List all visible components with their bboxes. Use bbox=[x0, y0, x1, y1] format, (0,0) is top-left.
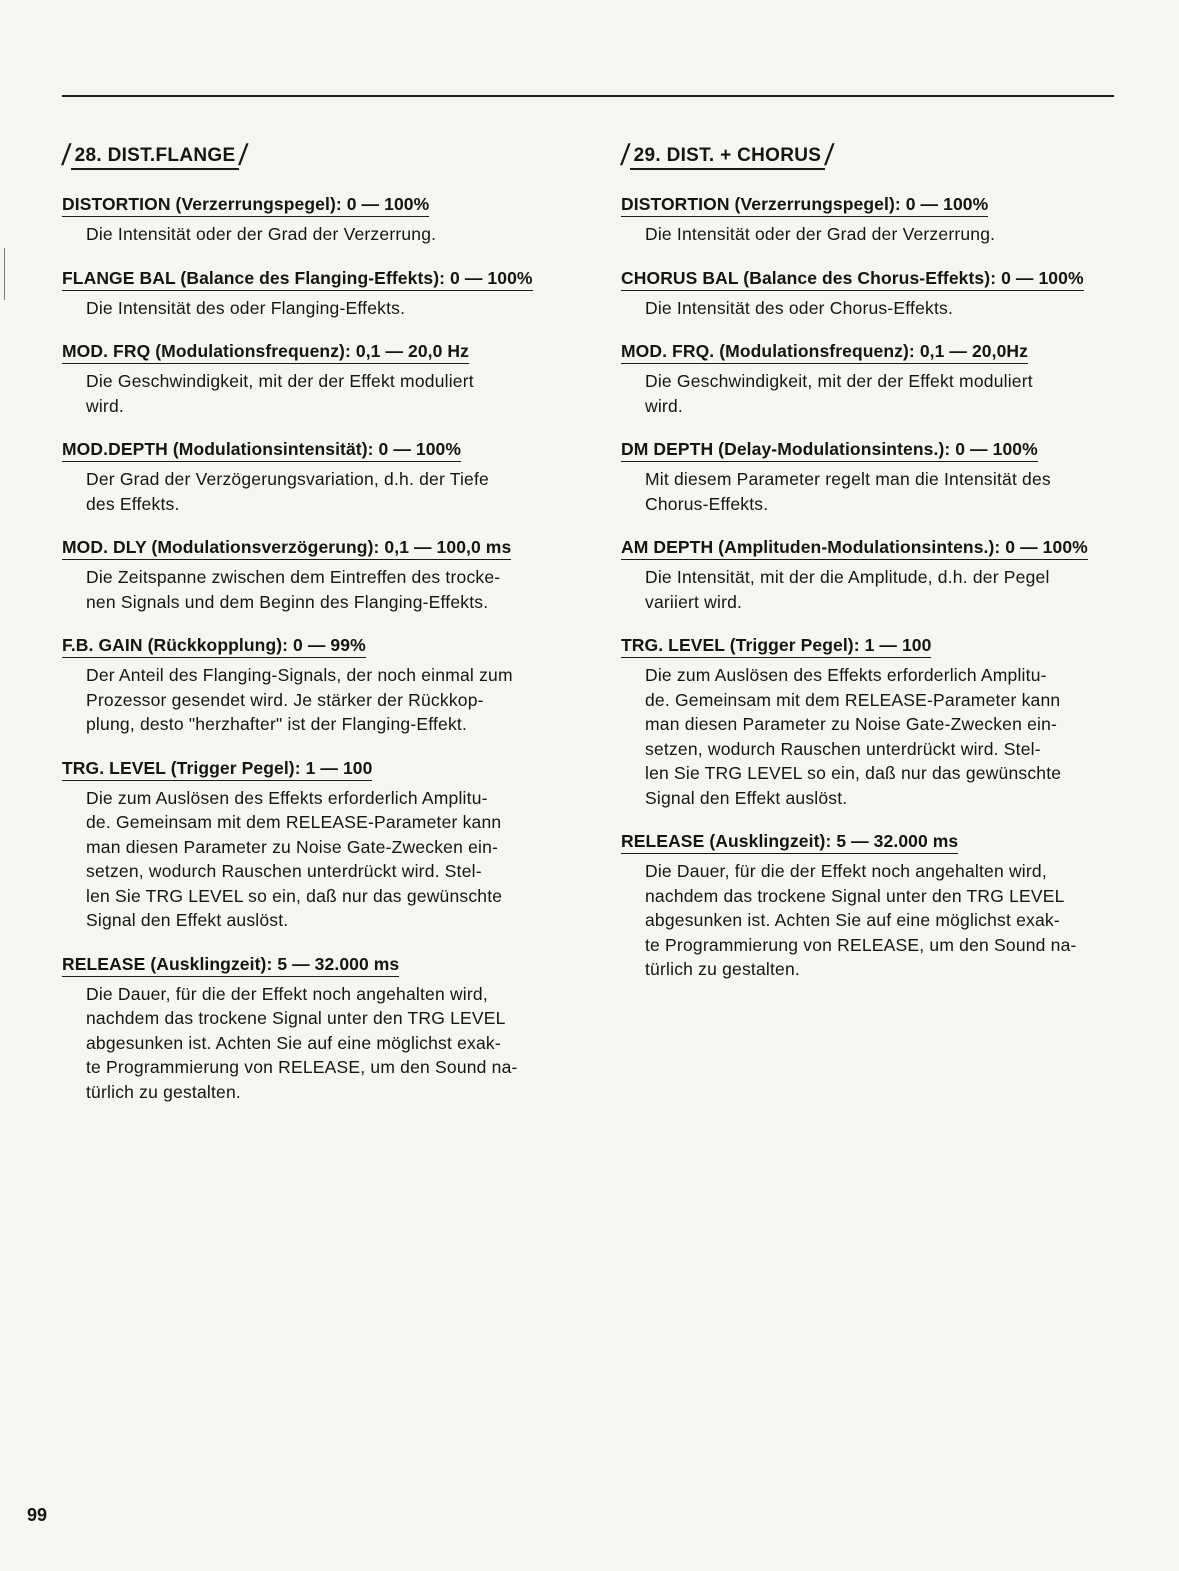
title-slash-right: / bbox=[237, 139, 250, 172]
title-slash-left: / bbox=[60, 139, 73, 172]
top-rule bbox=[62, 95, 1114, 97]
param-description: Die Intensität, mit der die Amplitude, d.h. der Pegel variiert wird. bbox=[645, 567, 1050, 612]
param-distortion bbox=[621, 194, 1113, 247]
title-slash-left: / bbox=[619, 139, 632, 172]
param-mod-frq bbox=[621, 341, 1113, 418]
param-name: FLANGE BAL (Balance des Flanging-Effekts): 0 — 100% bbox=[62, 268, 533, 291]
param-fb-gain bbox=[62, 635, 554, 737]
param-chorus-bal bbox=[621, 268, 1113, 321]
param-name: RELEASE (Ausklingzeit): 5 — 32.000 ms bbox=[621, 831, 958, 854]
param-flange-bal bbox=[62, 268, 554, 321]
param-description: Die zum Auslösen des Effekts erforderlich Amplitu- de. Gemeinsam mit dem RELEASE-Parameter kann man diesen Parameter zu Noise Gate-Zwecken ein- setzen, wodurch Rauschen unterdrückt wird. Stel- len Sie TRG LEVEL so ein, daß nur das gewünschte Signal den Effekt auslöst. bbox=[86, 787, 503, 930]
param-release bbox=[62, 954, 554, 1105]
param-name: DISTORTION (Verzerrungspegel): 0 — 100% bbox=[62, 194, 429, 217]
section-number: 29. bbox=[633, 145, 661, 166]
param-release bbox=[621, 831, 1113, 982]
param-name: AM DEPTH (Amplituden-Modulationsintens.): 0 — 100% bbox=[621, 537, 1088, 560]
section-title bbox=[62, 140, 248, 170]
param-description: Die Intensität oder der Grad der Verzerrung. bbox=[645, 224, 996, 244]
title-slash-right: / bbox=[823, 139, 836, 172]
param-name: RELEASE (Ausklingzeit): 5 — 32.000 ms bbox=[62, 954, 399, 977]
section-title bbox=[621, 140, 834, 170]
param-distortion bbox=[62, 194, 554, 247]
param-trg-level bbox=[62, 758, 554, 933]
param-description: Die Geschwindigkeit, mit der der Effekt moduliert wird. bbox=[86, 371, 474, 416]
section-dist-flange bbox=[62, 140, 554, 1125]
param-name: DM DEPTH (Delay-Modulationsintens.): 0 — 100% bbox=[621, 439, 1038, 462]
section-number: 28. bbox=[74, 145, 102, 166]
section-dist-chorus bbox=[621, 140, 1113, 1003]
section-name: DIST. + CHORUS bbox=[666, 145, 822, 166]
param-mod-dly bbox=[62, 537, 554, 614]
param-description: Die Intensität des oder Chorus-Effekts. bbox=[645, 297, 954, 318]
param-name: MOD. DLY (Modulationsverzögerung): 0,1 — 100,0 ms bbox=[62, 537, 511, 560]
page-number: 99 bbox=[27, 1505, 48, 1525]
param-dm-depth bbox=[621, 439, 1113, 516]
section-name: DIST.FLANGE bbox=[107, 145, 236, 166]
param-name: MOD. FRQ (Modulationsfrequenz): 0,1 — 20,0 Hz bbox=[62, 341, 469, 364]
param-mod-frq bbox=[62, 341, 554, 418]
section-title-box bbox=[71, 145, 240, 170]
param-description: Der Anteil des Flanging-Signals, der noch einmal zum Prozessor gesendet wird. Je stärker der Rückkop- plung, desto "herzhafter" ist der Flanging-Effekt. bbox=[86, 665, 513, 734]
param-name: TRG. LEVEL (Trigger Pegel): 1 — 100 bbox=[621, 635, 931, 658]
param-description: Die Dauer, für die der Effekt noch angehalten wird, nachdem das trockene Signal unter den TRG LEVEL abgesunken ist. Achten Sie auf eine möglichst exak- te Programmierung von RELEASE, um den Sound na- türlich zu gestalten. bbox=[645, 861, 1077, 979]
param-name: CHORUS BAL (Balance des Chorus-Effekts): 0 — 100% bbox=[621, 268, 1084, 291]
param-name: MOD.DEPTH (Modulationsintensität): 0 — 100% bbox=[62, 439, 461, 462]
param-trg-level bbox=[621, 635, 1113, 810]
param-description: Die Intensität des oder Flanging-Effekts. bbox=[86, 297, 406, 318]
param-name: DISTORTION (Verzerrungspegel): 0 — 100% bbox=[621, 194, 988, 217]
param-am-depth bbox=[621, 537, 1113, 614]
param-description: Die Dauer, für die der Effekt noch angehalten wird, nachdem das trockene Signal unter den TRG LEVEL abgesunken ist. Achten Sie auf eine möglichst exak- te Programmierung von RELEASE, um den Sound na- türlich zu gestalten. bbox=[86, 983, 518, 1102]
param-description: Die zum Auslösen des Effekts erforderlich Amplitu- de. Gemeinsam mit dem RELEASE-Parameter kann man diesen Parameter zu Noise Gate-Zwecken ein- setzen, wodurch Rauschen unterdrückt wird. Stel- len Sie TRG LEVEL so ein, daß nur das gewünschte Signal den Effekt auslöst. bbox=[645, 665, 1062, 808]
section-title-box bbox=[630, 145, 826, 170]
param-description: Die Geschwindigkeit, mit der der Effekt moduliert wird. bbox=[645, 371, 1033, 416]
param-name: MOD. FRQ. (Modulationsfrequenz): 0,1 — 20,0Hz bbox=[621, 341, 1028, 364]
param-name: TRG. LEVEL (Trigger Pegel): 1 — 100 bbox=[62, 758, 372, 781]
param-description: Die Intensität oder der Grad der Verzerrung. bbox=[86, 224, 437, 244]
param-description: Mit diesem Parameter regelt man die Intensität des Chorus-Effekts. bbox=[645, 469, 1051, 514]
margin-mark bbox=[4, 248, 5, 300]
param-name: F.B. GAIN (Rückkopplung): 0 — 99% bbox=[62, 635, 366, 658]
param-description: Der Grad der Verzögerungsvariation, d.h. der Tiefe des Effekts. bbox=[86, 469, 489, 514]
param-description: Die Zeitspanne zwischen dem Eintreffen des trocke- nen Signals und dem Beginn des Flanging-Effekts. bbox=[86, 567, 501, 612]
param-mod-depth bbox=[62, 439, 554, 516]
